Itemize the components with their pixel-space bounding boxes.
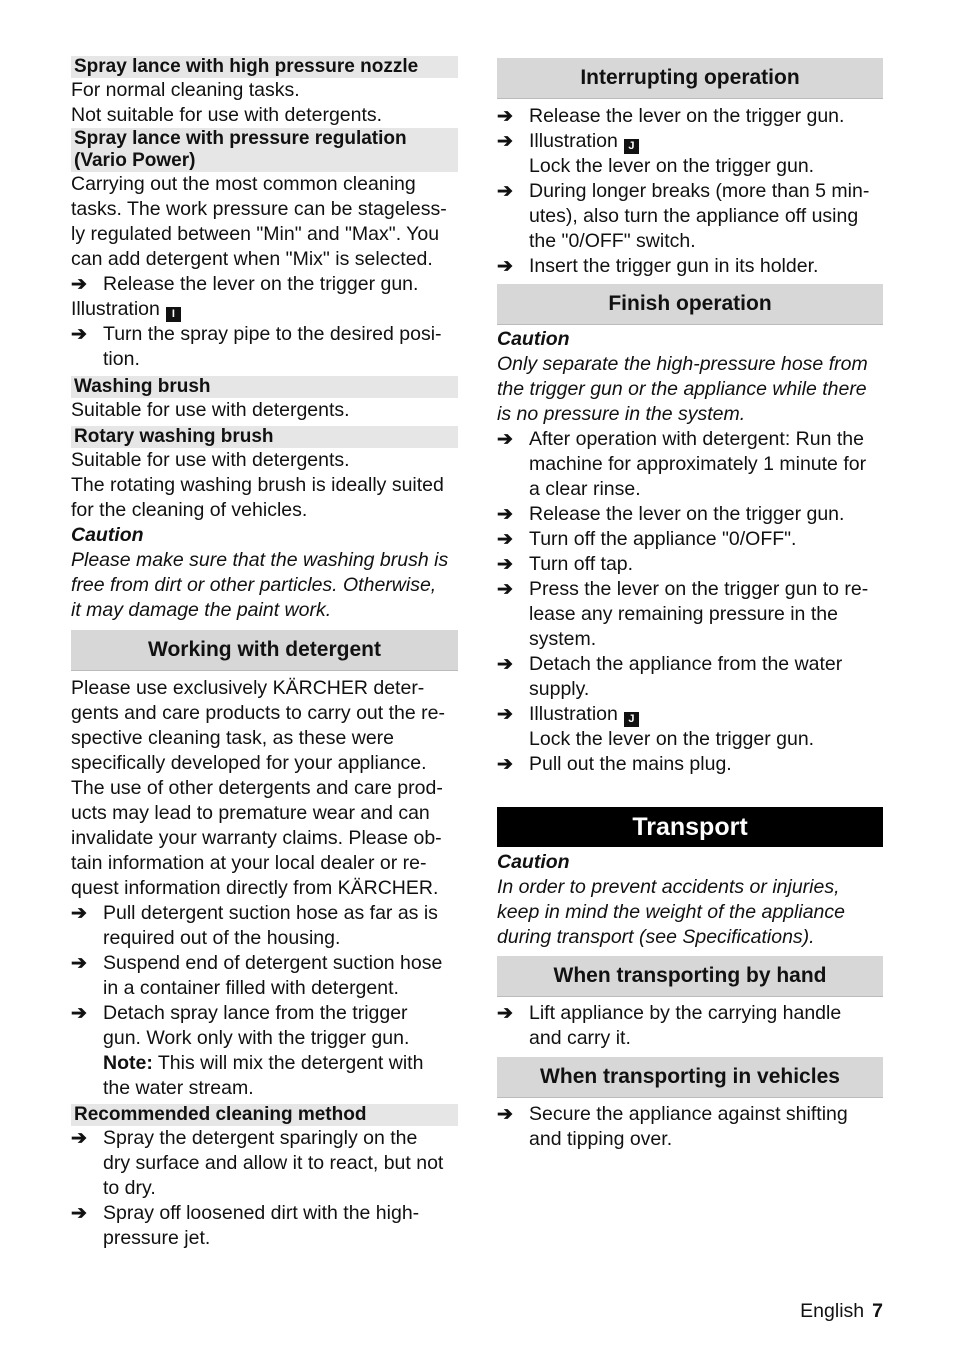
text-line: The rotating washing brush is ideally suited xyxy=(71,474,444,496)
text-line: spective cleaning task, as these were xyxy=(71,727,395,749)
list-item xyxy=(497,577,883,652)
list-item xyxy=(497,527,883,552)
arrow-icon: ➔ xyxy=(497,504,513,525)
step-text: Secure the appliance against shifting xyxy=(529,1103,848,1125)
caution-text: Please make sure that the washing brush is xyxy=(71,549,449,571)
heading-spray-vario xyxy=(71,128,458,172)
list-item xyxy=(497,552,883,577)
step-text: to dry. xyxy=(103,1177,156,1199)
text-line: Suitable for use with detergents. xyxy=(71,399,350,421)
note-text: This will mix the detergent with xyxy=(152,1052,424,1074)
list-item xyxy=(497,702,883,752)
step-text: Release the lever on the trigger gun. xyxy=(529,105,845,127)
step-text: Suspend end of detergent suction hose xyxy=(103,952,443,974)
page-footer xyxy=(800,1299,883,1324)
step-text: During longer breaks (more than 5 min- xyxy=(529,180,870,202)
illustration-ref xyxy=(529,129,883,154)
step-text: Press the lever on the trigger gun to re- xyxy=(529,578,869,600)
section-heading-in-vehicles: When transporting in vehicles xyxy=(497,1057,883,1098)
caution-text: is no pressure in the system. xyxy=(497,403,746,425)
arrow-icon: ➔ xyxy=(497,131,513,152)
text-line: The use of other detergents and care prod- xyxy=(71,777,443,799)
text-line: specifically developed for your appliance. xyxy=(71,752,427,774)
list-item xyxy=(71,272,458,297)
arrow-icon: ➔ xyxy=(71,953,87,974)
arrow-icon: ➔ xyxy=(497,256,513,277)
list-item xyxy=(71,1001,458,1101)
step-text: the "0/OFF" switch. xyxy=(529,230,696,252)
illustration-label: Illustration xyxy=(71,298,160,320)
note-text: the water stream. xyxy=(103,1077,254,1099)
list-item xyxy=(497,427,883,502)
caution-label: Caution xyxy=(497,328,570,350)
step-text: utes), also turn the appliance off using xyxy=(529,205,859,227)
step-text: pressure jet. xyxy=(103,1227,211,1249)
text-line: ucts may lead to premature wear and can xyxy=(71,802,430,824)
footer-language: English xyxy=(800,1300,865,1322)
note-label: Note: xyxy=(103,1052,153,1074)
caution-text: the trigger gun or the appliance while there xyxy=(497,378,867,400)
illustration-label: Illustration xyxy=(529,130,618,152)
text-line: Not suitable for use with detergents. xyxy=(71,104,383,126)
step-text: tion. xyxy=(103,348,140,370)
text-line: Carrying out the most common cleaning xyxy=(71,173,416,195)
step-text: Turn off tap. xyxy=(529,553,634,575)
step-text: Detach spray lance from the trigger xyxy=(103,1002,408,1024)
heading-line: Spray lance with pressure regulation xyxy=(74,128,407,149)
step-text: Lock the lever on the trigger gun. xyxy=(529,155,815,177)
step-text: and tipping over. xyxy=(529,1128,673,1150)
illustration-box-icon: J xyxy=(624,712,639,727)
list-item xyxy=(71,1126,458,1201)
caution-text: Only separate the high-pressure hose from xyxy=(497,353,868,375)
caution-text: during transport (see Specifications). xyxy=(497,926,815,948)
arrow-icon: ➔ xyxy=(497,529,513,550)
arrow-icon: ➔ xyxy=(497,106,513,127)
heading-spray-high: Spray lance with high pressure nozzle xyxy=(71,56,458,78)
chapter-heading-transport: Transport xyxy=(497,807,883,847)
arrow-icon: ➔ xyxy=(497,754,513,775)
text-line: can add detergent when "Mix" is selected. xyxy=(71,248,433,270)
step-text: Detach the appliance from the water xyxy=(529,653,843,675)
arrow-icon: ➔ xyxy=(71,903,87,924)
text-line: tain information at your local dealer or re- xyxy=(71,852,427,874)
section-heading-by-hand: When transporting by hand xyxy=(497,956,883,997)
caution-text: it may damage the paint work. xyxy=(71,599,332,621)
caution-text: keep in mind the weight of the appliance xyxy=(497,901,845,923)
step-text: and carry it. xyxy=(529,1027,631,1049)
step-text: Lock the lever on the trigger gun. xyxy=(529,728,815,750)
arrow-icon: ➔ xyxy=(71,324,87,345)
arrow-icon: ➔ xyxy=(497,579,513,600)
arrow-icon: ➔ xyxy=(71,274,87,295)
list-item xyxy=(497,179,883,254)
step-text: Release the lever on the trigger gun. xyxy=(103,273,419,295)
step-text: Release the lever on the trigger gun. xyxy=(529,503,845,525)
arrow-icon: ➔ xyxy=(71,1203,87,1224)
arrow-icon: ➔ xyxy=(497,429,513,450)
caution-label: Caution xyxy=(497,851,570,873)
section-heading-finish: Finish operation xyxy=(497,284,883,325)
heading-rotary-brush: Rotary washing brush xyxy=(71,426,458,448)
text-line: ly regulated between "Min" and "Max". You xyxy=(71,223,440,245)
text-line: gents and care products to carry out the re- xyxy=(71,702,445,724)
text-line: Please use exclusively KÄRCHER deter- xyxy=(71,677,425,699)
list-item xyxy=(71,322,458,372)
note-line xyxy=(103,1051,458,1076)
step-text: Spray the detergent sparingly on the xyxy=(103,1127,418,1149)
left-column xyxy=(71,56,458,1251)
list-item xyxy=(71,901,458,951)
list-item xyxy=(497,1102,883,1152)
list-item xyxy=(497,129,883,179)
caution-label: Caution xyxy=(71,524,144,546)
arrow-icon: ➔ xyxy=(497,1003,513,1024)
illustration-ref xyxy=(529,702,883,727)
heading-recommended: Recommended cleaning method xyxy=(71,1104,458,1126)
step-text: Pull out the mains plug. xyxy=(529,753,732,775)
list-item xyxy=(497,1001,883,1051)
list-item xyxy=(497,104,883,129)
step-text: system. xyxy=(529,628,597,650)
section-heading-interrupting: Interrupting operation xyxy=(497,58,883,99)
step-text: Turn the spray pipe to the desired posi- xyxy=(103,323,442,345)
step-text: machine for approximately 1 minute for xyxy=(529,453,867,475)
step-text: gun. Work only with the trigger gun. xyxy=(103,1027,410,1049)
list-item xyxy=(497,752,883,777)
step-text: required out of the housing. xyxy=(103,927,341,949)
text-line: quest information directly from KÄRCHER. xyxy=(71,877,439,899)
arrow-icon: ➔ xyxy=(497,554,513,575)
arrow-icon: ➔ xyxy=(497,1104,513,1125)
arrow-icon: ➔ xyxy=(497,181,513,202)
arrow-icon: ➔ xyxy=(497,654,513,675)
arrow-icon: ➔ xyxy=(71,1128,87,1149)
step-text: Lift appliance by the carrying handle xyxy=(529,1002,842,1024)
list-item xyxy=(497,652,883,702)
arrow-icon: ➔ xyxy=(71,1003,87,1024)
step-text: Turn off the appliance "0/OFF". xyxy=(529,528,797,550)
heading-washing-brush: Washing brush xyxy=(71,376,458,398)
step-text: After operation with detergent: Run the xyxy=(529,428,864,450)
step-text: in a container filled with detergent. xyxy=(103,977,399,999)
caution-text: free from dirt or other particles. Otherwise, xyxy=(71,574,437,596)
text-line: tasks. The work pressure can be stageless- xyxy=(71,198,447,220)
step-text: lease any remaining pressure in the xyxy=(529,603,838,625)
arrow-icon: ➔ xyxy=(497,704,513,725)
text-line: Suitable for use with detergents. xyxy=(71,449,350,471)
list-item xyxy=(497,502,883,527)
text-line: invalidate your warranty claims. Please ob- xyxy=(71,827,442,849)
step-text: Pull detergent suction hose as far as is xyxy=(103,902,438,924)
illustration-ref xyxy=(71,297,458,322)
illustration-box-icon: J xyxy=(624,139,639,154)
illustration-label: Illustration xyxy=(529,703,618,725)
right-column xyxy=(497,58,883,1152)
step-text: dry surface and allow it to react, but not xyxy=(103,1152,444,1174)
text-line: For normal cleaning tasks. xyxy=(71,79,300,101)
text-line: for the cleaning of vehicles. xyxy=(71,499,308,521)
page-number: 7 xyxy=(872,1300,883,1322)
list-item xyxy=(71,951,458,1001)
step-text: a clear rinse. xyxy=(529,478,641,500)
caution-text: In order to prevent accidents or injuries, xyxy=(497,876,840,898)
illustration-box-icon: I xyxy=(166,307,181,322)
list-item xyxy=(71,1201,458,1251)
section-heading-detergent: Working with detergent xyxy=(71,630,458,671)
step-text: Spray off loosened dirt with the high- xyxy=(103,1202,420,1224)
list-item xyxy=(497,254,883,279)
step-text: supply. xyxy=(529,678,590,700)
heading-line: (Vario Power) xyxy=(74,150,196,171)
step-text: Insert the trigger gun in its holder. xyxy=(529,255,819,277)
